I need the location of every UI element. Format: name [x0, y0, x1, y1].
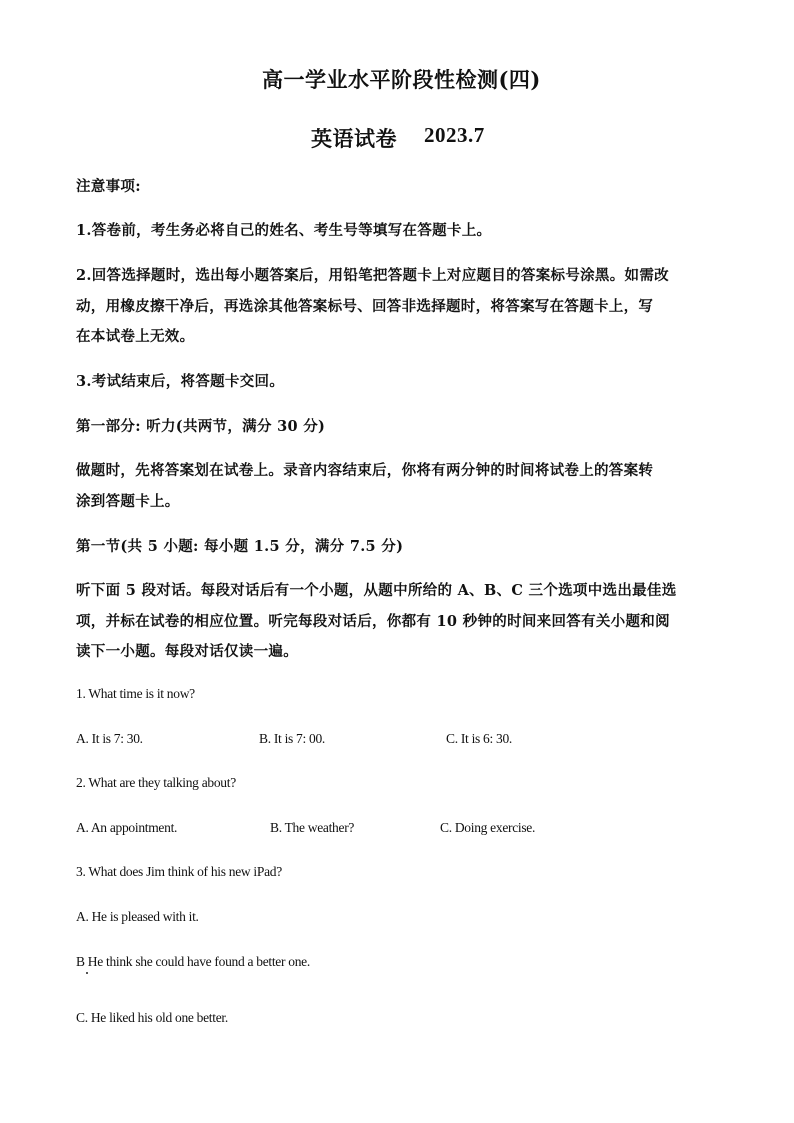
- option-b: B. It is 7: 00.: [259, 731, 326, 746]
- section-one-heading: 第一节(共 5 小题: 每小题 1.5 分，满分 7.5 分): [76, 538, 404, 555]
- part-one-intro-line-2: 涂到答题卡上。: [76, 493, 180, 510]
- part-one-heading: 第一部分: 听力(共两节，满分 30 分): [76, 418, 326, 435]
- option-a: A. It is 7: 30.: [76, 731, 143, 746]
- option-c: C. It is 6: 30.: [446, 731, 513, 746]
- question-text: 2. What are they talking about?: [76, 775, 236, 790]
- option-c: C. He liked his old one better.: [76, 1010, 228, 1025]
- option-a: A. He is pleased with it.: [76, 909, 199, 924]
- option-b: B He think she could have found a better one.: [76, 954, 310, 969]
- notice-heading: 注意事项:: [76, 178, 141, 195]
- option-b: B. The weather?: [270, 820, 355, 835]
- stray-dot: [86, 972, 88, 974]
- section-one-intro-line-1: 听下面 5 段对话。每段对话后有一个小题，从题中所给的 A、B、C 三个选项中选出最佳选: [76, 582, 677, 599]
- notice-item-3: 3.考试结束后，将答题卡交回。: [76, 373, 285, 390]
- option-c: C. Doing exercise.: [440, 820, 536, 835]
- notice-item-2-line-3: 在本试卷上无效。: [76, 328, 195, 345]
- section-one-intro-line-3: 读下一小题。每段对话仅读一遍。: [76, 643, 298, 660]
- exam-date: 2023.7: [424, 123, 485, 147]
- section-one-intro-line-2: 项，并标在试卷的相应位置。听完每段对话后，你都有 10 秒钟的时间来回答有关小题和阅: [76, 613, 670, 630]
- notice-item-2-line-2: 动，用橡皮擦干净后，再选涂其他答案标号、回答非选择题时，将答案写在答题卡上，写: [76, 298, 654, 315]
- option-a: A. An appointment.: [76, 820, 178, 835]
- question-text: 3. What does Jim think of his new iPad?: [76, 864, 282, 879]
- part-one-intro-line-1: 做题时，先将答案划在试卷上。录音内容结束后，你将有两分钟的时间将试卷上的答案转: [76, 462, 654, 479]
- exam-title: 高一学业水平阶段性检测(四): [262, 67, 541, 92]
- question-text: 1. What time is it now?: [76, 686, 195, 701]
- exam-subtitle: 英语试卷: [311, 126, 397, 151]
- notice-item-1: 1.答卷前，考生务必将自己的姓名、考生号等填写在答题卡上。: [76, 222, 492, 239]
- notice-item-2-line-1: 2.回答选择题时，选出每小题答案后，用铅笔把答题卡上对应题目的答案标号涂黑。如需改: [76, 267, 669, 284]
